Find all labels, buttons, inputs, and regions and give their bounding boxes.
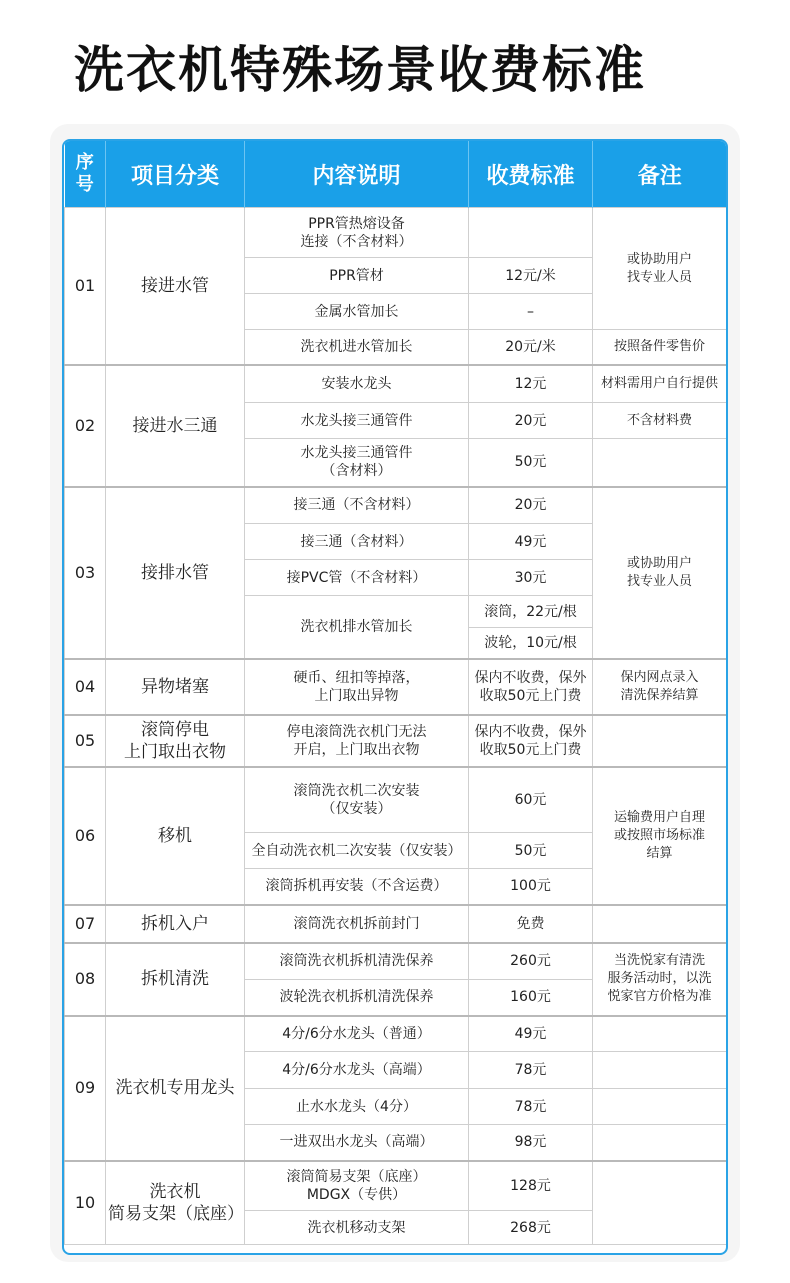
group-seq: 07	[65, 905, 106, 943]
note-cell	[593, 1125, 727, 1161]
fee-cell: 12元	[469, 365, 593, 403]
note-cell: 保内网点录入 清洗保养结算	[593, 659, 727, 715]
content-cell: 接PVC管（不含材料）	[245, 560, 469, 596]
note-cell	[593, 1052, 727, 1089]
fee-cell: 20元	[469, 403, 593, 439]
content-cell: 硬币、纽扣等掉落， 上门取出异物	[245, 659, 469, 715]
group-category: 接排水管	[106, 487, 245, 659]
note-cell	[593, 715, 727, 767]
group-seq: 08	[65, 943, 106, 1016]
content-cell: 停电滚筒洗衣机门无法 开启，上门取出衣物	[245, 715, 469, 767]
fee-table	[64, 141, 727, 1245]
group-seq: 03	[65, 487, 106, 659]
group-category: 接进水管	[106, 208, 245, 365]
fee-cell: 12元/米	[469, 258, 593, 294]
group-seq: 02	[65, 365, 106, 487]
note-cell: 按照备件零售价	[593, 330, 727, 365]
content-cell: 滚筒洗衣机拆前封门	[245, 905, 469, 943]
group-category: 移机	[106, 767, 245, 905]
header-category: 项目分类	[106, 141, 245, 208]
content-cell: 安装水龙头	[245, 365, 469, 403]
fee-cell: 100元	[469, 869, 593, 905]
table-header-row	[65, 141, 727, 208]
content-cell: 滚筒拆机再安装（不含运费）	[245, 869, 469, 905]
fee-cell: 260元	[469, 943, 593, 980]
group-seq: 06	[65, 767, 106, 905]
header-fee: 收费标准	[469, 141, 593, 208]
fee-cell: 波轮，10元/根	[469, 628, 593, 659]
content-cell: PPR管材	[245, 258, 469, 294]
fee-cell: 免费	[469, 905, 593, 943]
content-cell: 4分/6分水龙头（高端）	[245, 1052, 469, 1089]
note-cell	[593, 1016, 727, 1052]
content-cell: 水龙头接三通管件	[245, 403, 469, 439]
group-seq: 05	[65, 715, 106, 767]
note-cell: 当洗悦家有清洗 服务活动时，以洗 悦家官方价格为准	[593, 943, 727, 1016]
fee-cell: 160元	[469, 980, 593, 1016]
note-cell: 运输费用户自理 或按照市场标准 结算	[593, 767, 727, 905]
group-category: 接进水三通	[106, 365, 245, 487]
content-cell: 止水水龙头（4分）	[245, 1089, 469, 1125]
group-seq: 04	[65, 659, 106, 715]
content-cell: 滚筒简易支架（底座） MDGX（专供）	[245, 1161, 469, 1211]
content-cell: 水龙头接三通管件 （含材料）	[245, 439, 469, 487]
content-cell: 接三通（含材料）	[245, 524, 469, 560]
group-seq: 09	[65, 1016, 106, 1161]
content-cell: 金属水管加长	[245, 294, 469, 330]
note-cell	[593, 1089, 727, 1125]
header-content: 内容说明	[245, 141, 469, 208]
group-seq: 01	[65, 208, 106, 365]
fee-table-frame	[62, 139, 728, 1255]
fee-cell: 50元	[469, 439, 593, 487]
group-category: 洗衣机 简易支架（底座）	[106, 1161, 245, 1245]
fee-cell: 滚筒，22元/根	[469, 596, 593, 628]
note-cell	[593, 439, 727, 487]
header-seq: 序号	[65, 141, 106, 208]
fee-cell: 128元	[469, 1161, 593, 1211]
group-category: 拆机清洗	[106, 943, 245, 1016]
content-cell: 滚筒洗衣机二次安装 （仅安装）	[245, 767, 469, 833]
group-category: 拆机入户	[106, 905, 245, 943]
content-cell: 4分/6分水龙头（普通）	[245, 1016, 469, 1052]
note-cell: 或协助用户 找专业人员	[593, 487, 727, 659]
content-cell: 波轮洗衣机拆机清洗保养	[245, 980, 469, 1016]
content-cell: 全自动洗衣机二次安装（仅安装）	[245, 833, 469, 869]
fee-cell: 78元	[469, 1089, 593, 1125]
content-cell: 洗衣机进水管加长	[245, 330, 469, 365]
fee-cell: 20元/米	[469, 330, 593, 365]
fee-cell: 50元	[469, 833, 593, 869]
note-cell: 或协助用户 找专业人员	[593, 208, 727, 330]
fee-cell: 78元	[469, 1052, 593, 1089]
fee-cell: 49元	[469, 524, 593, 560]
fee-cell: 20元	[469, 487, 593, 524]
fee-cell: 30元	[469, 560, 593, 596]
content-cell: PPR管热熔设备 连接（不含材料）	[245, 208, 469, 258]
content-cell: 洗衣机移动支架	[245, 1211, 469, 1245]
group-category: 异物堵塞	[106, 659, 245, 715]
note-cell: 材料需用户自行提供	[593, 365, 727, 403]
group-category: 洗衣机专用龙头	[106, 1016, 245, 1161]
fee-cell: –	[469, 294, 593, 330]
fee-cell	[469, 208, 593, 258]
fee-cell: 保内不收费，保外 收取50元上门费	[469, 715, 593, 767]
fee-cell: 49元	[469, 1016, 593, 1052]
fee-cell: 268元	[469, 1211, 593, 1245]
content-cell: 洗衣机排水管加长	[245, 596, 469, 659]
content-cell: 滚筒洗衣机拆机清洗保养	[245, 943, 469, 980]
group-category: 滚筒停电 上门取出衣物	[106, 715, 245, 767]
content-cell: 接三通（不含材料）	[245, 487, 469, 524]
fee-cell: 60元	[469, 767, 593, 833]
note-cell	[593, 905, 727, 943]
fee-cell: 98元	[469, 1125, 593, 1161]
fee-cell: 保内不收费，保外 收取50元上门费	[469, 659, 593, 715]
page-title: 洗衣机特殊场景收费标准	[74, 41, 646, 99]
header-note: 备注	[593, 141, 727, 208]
group-seq: 10	[65, 1161, 106, 1245]
note-cell: 不含材料费	[593, 403, 727, 439]
content-cell: 一进双出水龙头（高端）	[245, 1125, 469, 1161]
note-cell	[593, 1161, 727, 1245]
